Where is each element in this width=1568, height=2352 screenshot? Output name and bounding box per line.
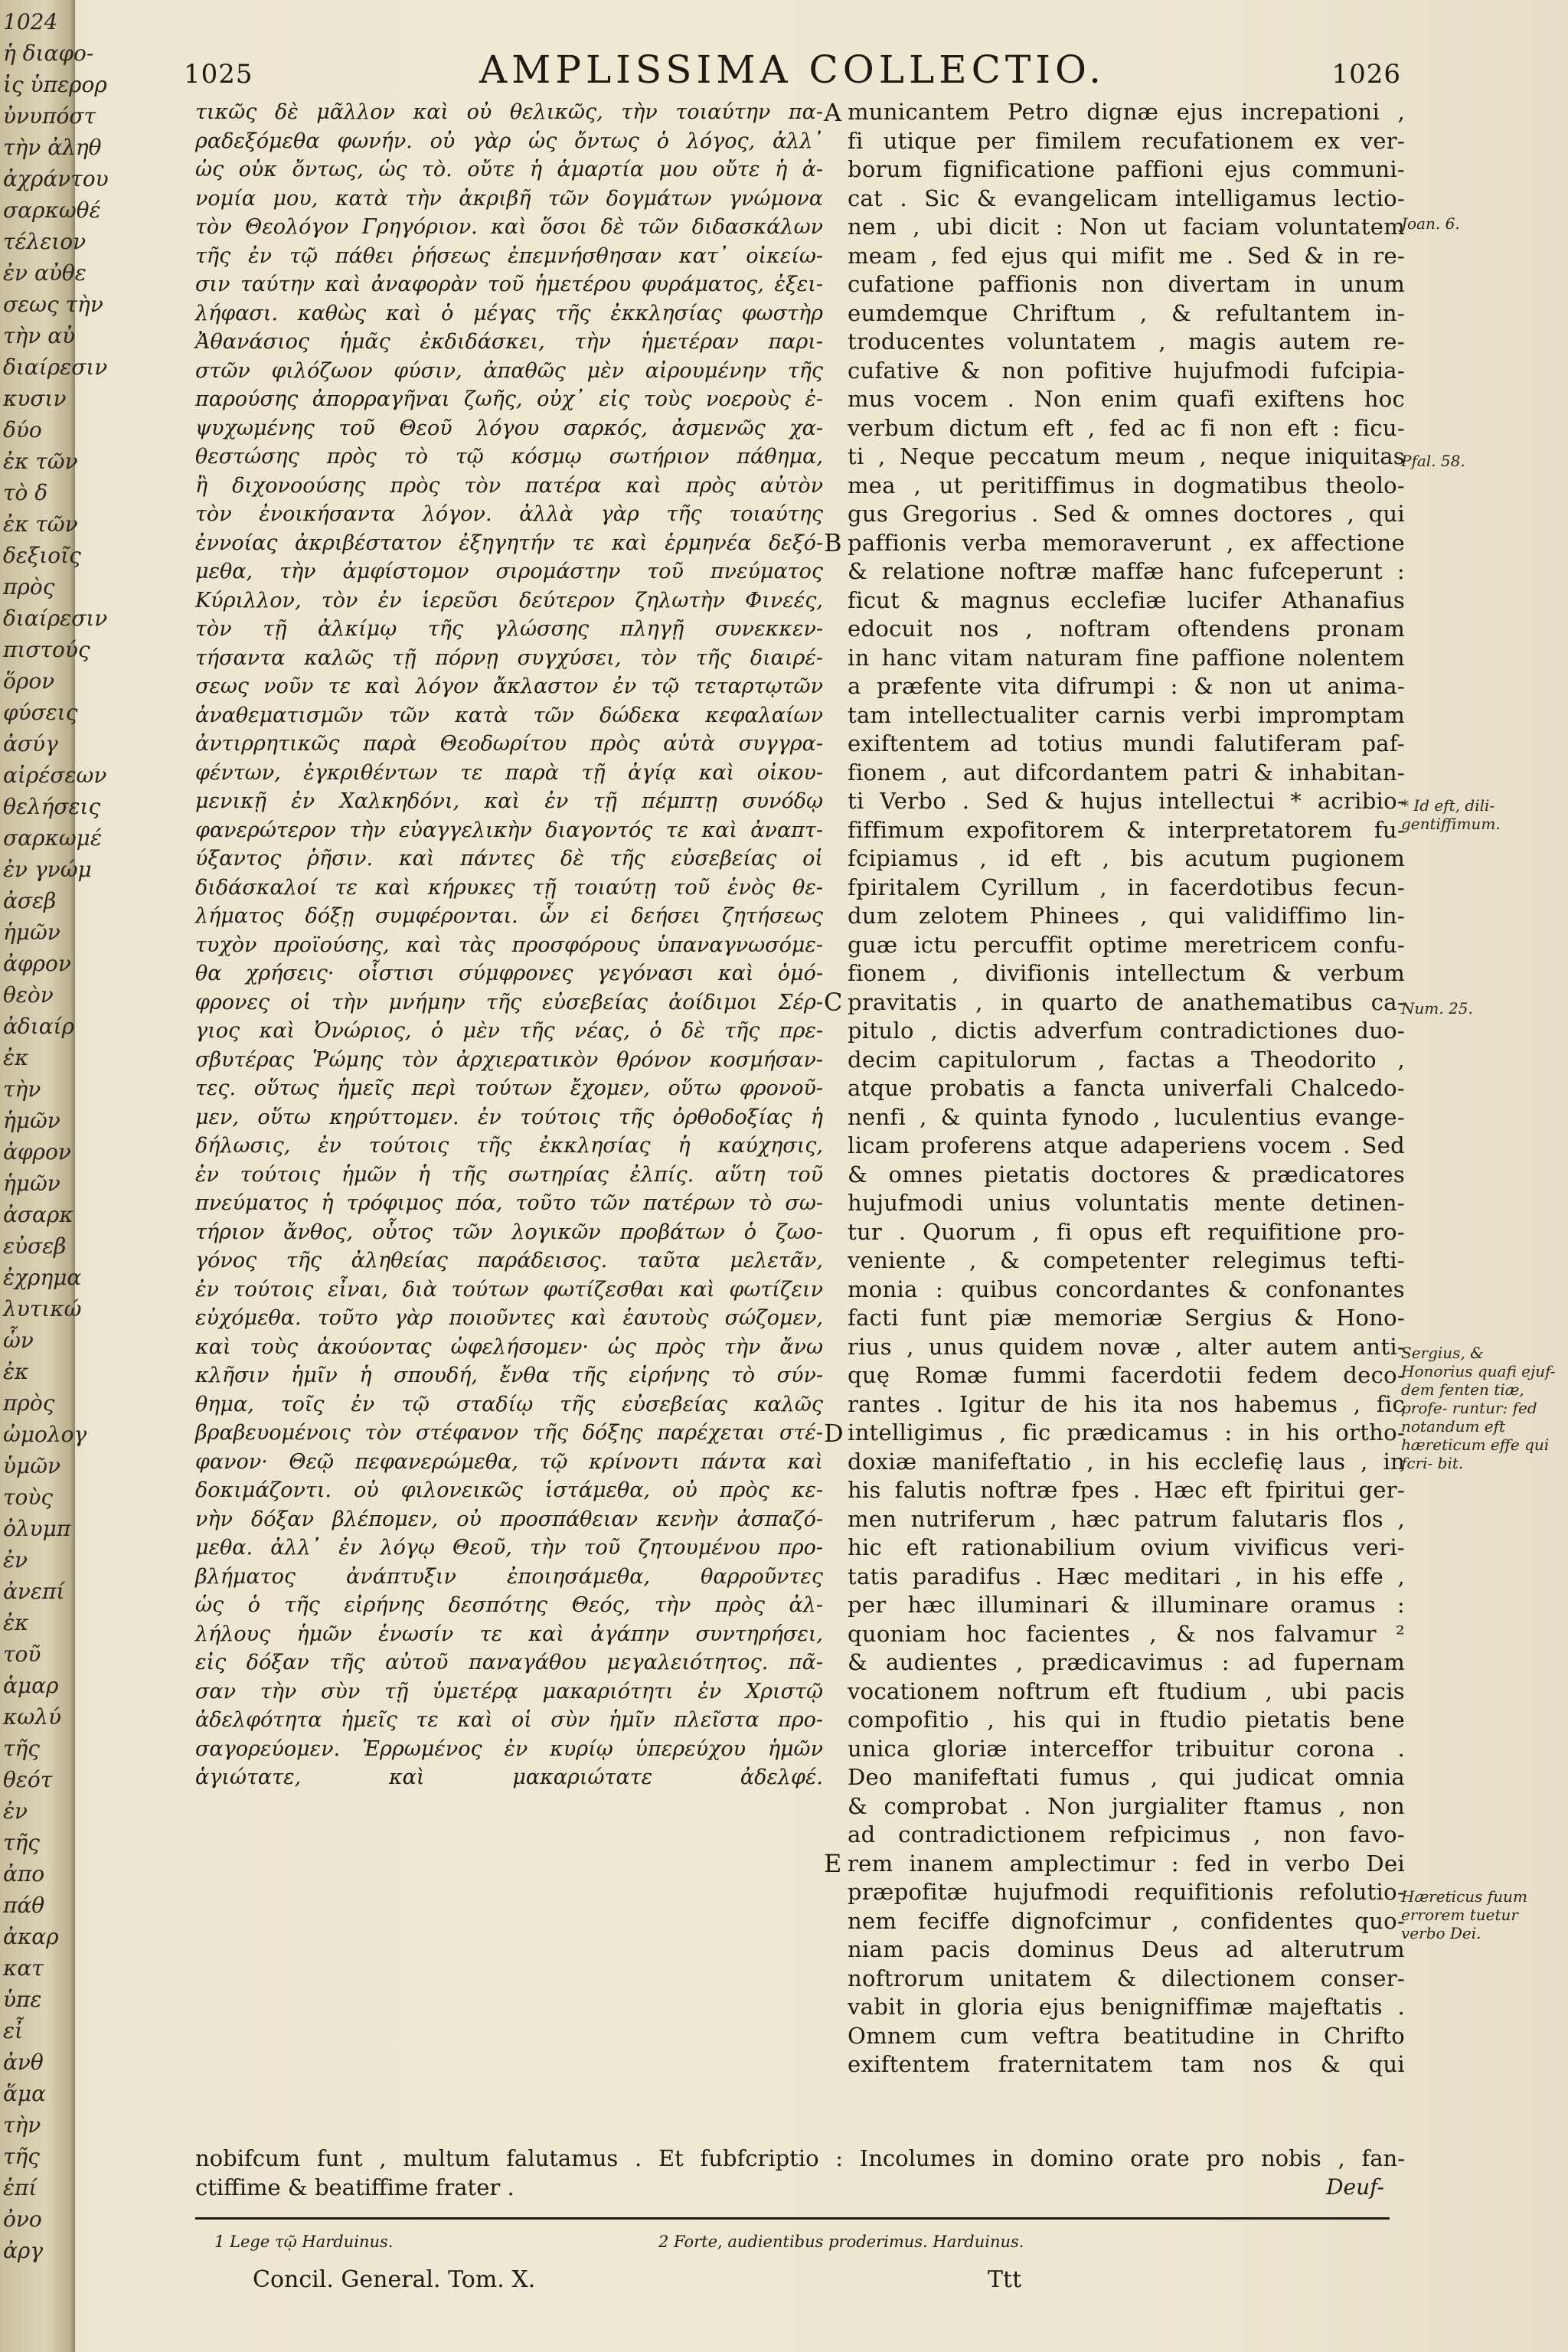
gutter-text-fragment: τῆς	[3, 1830, 40, 1855]
latin-text-line: fiffimum expofitorem & interpretatorem fu-	[848, 816, 1405, 843]
latin-text-line: rius , unus quidem novæ , alter autem anti-	[848, 1333, 1405, 1360]
gutter-text-fragment: ἰς ὑπερορ	[3, 72, 107, 97]
latin-text-line: nem , ubi dicit : Non ut faciam voluntatem	[848, 214, 1405, 240]
gutter-text-fragment: πάθ	[3, 1893, 45, 1918]
gutter-text-fragment: ὑμῶν	[3, 1453, 61, 1478]
gutter-text-fragment: ἐκ τῶν	[3, 449, 78, 474]
greek-text-line: τὸν ἐνοικήσαντα λόγον. ἀλλὰ γὰρ τῆς τοιαύτης	[195, 502, 823, 526]
footnote-rule	[195, 2217, 1390, 2220]
greek-text-line: φρονες οἱ τὴν μνήμην τῆς εὐσεβείας ἀοίδιμοι Σέρ-	[195, 990, 823, 1014]
gutter-text-fragment: τὴν	[3, 1076, 41, 1102]
greek-text-line: τήριον ἄνθος, οὗτος τῶν λογικῶν προβάτων ὁ ζωο-	[195, 1220, 823, 1244]
gutter-text-fragment: δύο	[3, 417, 42, 443]
gutter-text-fragment: τὸ δ	[3, 480, 48, 505]
greek-text-line: ἐννοίας ἀκριβέστατον ἐξηγητήν τε καὶ ἑρμηνέα δεξό-	[195, 531, 823, 555]
greek-text-line: Κύριλλον, τὸν ἐν ἱερεῦσι δεύτερον ζηλωτὴν Φινεές,	[195, 588, 823, 612]
greek-text-line: δήλωσις, ἐν τούτοις τῆς ἐκκλησίας ἡ καύχησις,	[195, 1134, 823, 1158]
greek-text-line: καὶ τοὺς ἀκούοντας ὠφελήσομεν· ὡς πρὸς τὴν ἄνω	[195, 1334, 823, 1359]
latin-text-line: municantem Petro dignæ ejus increpationi ,	[848, 99, 1405, 125]
latin-text-line: decim capitulorum , factas a Theodorito ,	[848, 1046, 1405, 1073]
greek-text-line: μεν, οὕτω κηρύττομεν. ἐν τούτοις τῆς ὀρθοδοξίας ἡ	[195, 1105, 823, 1129]
greek-text-line: μεθα. ἀλλ᾽ ἐν λόγῳ Θεοῦ, τὴν τοῦ ζητουμένου προ-	[195, 1536, 823, 1560]
margin-note-num: Num. 25.	[1401, 999, 1473, 1018]
latin-text-line: quoniam hoc facientes , & nos falvamur ²	[848, 1620, 1405, 1647]
greek-text-line: πνεύματος ἡ τρόφιμος πόα, τοῦτο τῶν πατέρων τὸ σω-	[195, 1191, 823, 1215]
greek-text-line: νὴν δόξαν βλέπομεν, οὐ προσπάθειαν κενὴν ἀσπαζό-	[195, 1507, 823, 1531]
greek-text-line: γιος καὶ Ὀνώριος, ὁ μὲν τῆς νέας, ὁ δὲ τῆς πρε-	[195, 1019, 823, 1043]
latin-text-line: cufatione paffionis non divertam in unum	[848, 271, 1405, 297]
gutter-text-fragment: ὑπε	[3, 1987, 42, 2012]
greek-text-line: ψυχωμένης τοῦ Θεοῦ λόγου σαρκός, ἀσμενῶς χα-	[195, 416, 823, 440]
gutter-text-fragment: τέλειον	[3, 229, 87, 254]
greek-text-line: ἀντιρρητικῶς παρὰ Θεοδωρίτου πρὸς αὐτὰ συγγρα-	[195, 732, 823, 756]
gathering-signature: Ttt	[988, 2266, 1022, 2293]
latin-text-line: ad contradictionem refpicimus , non favo-	[848, 1821, 1405, 1847]
latin-text-line: tatis paradifus . Hæc meditari , in his effe ,	[848, 1563, 1405, 1589]
latin-text-line: edocuit nos , noftram oftendens pronam	[848, 616, 1405, 642]
section-letter-a: A	[824, 98, 842, 127]
latin-text-line: hic eft rationabilium ovium vivificus veri-	[848, 1534, 1405, 1560]
latin-text-line: pitulo , dictis adverfum contradictiones duo-	[848, 1018, 1405, 1044]
gutter-text-fragment: θεότ	[3, 1767, 53, 1792]
section-letter-e: E	[824, 1849, 842, 1878]
latin-text-line: licam proferens atque adaperiens vocem . Sed	[848, 1132, 1405, 1158]
greek-text-line: μενικῇ ἐν Χαλκηδόνι, καὶ ἐν τῇ πέμπτῃ συνόδῳ	[195, 789, 823, 813]
gutter-text-fragment: κυσιν	[3, 386, 67, 411]
greek-text-column	[195, 98, 823, 1792]
greek-text-line: ὡς οὐκ ὄντως, ὡς τὸ. οὔτε ἡ ἁμαρτία μου οὔτε ἡ ἀ-	[195, 158, 823, 181]
greek-text-line: διδάσκαλοί τε καὶ κήρυκες τῇ τοιαύτῃ τοῦ ἑνὸς θε-	[195, 875, 823, 900]
greek-text-line: λήφασι. καθὼς καὶ ὁ μέγας τῆς ἐκκλησίας φωστὴρ	[195, 301, 823, 325]
gutter-text-fragment: σεως τὴν	[3, 292, 103, 317]
latin-text-line: cufative & non pofitive hujufmodi fufcipia-	[848, 357, 1405, 384]
latin-text-line: niam pacis dominus Deus ad alterutrum	[848, 1936, 1405, 1962]
gutter-text-fragment: τῆς	[3, 2144, 40, 2169]
greek-text-line: στῶν φιλόζωον φύσιν, ἀπαθῶς μὲν αἰρουμένην τῆς	[195, 358, 823, 383]
page-number-left: 1025	[184, 59, 253, 90]
greek-text-line: βλήματος ἀνάπτυξιν ἐποιησάμεθα, θαρροῦντες	[195, 1564, 823, 1589]
latin-text-line: fionem , aut difcordantem patri & inhabitan-	[848, 759, 1405, 786]
gutter-text-fragment: διαίρεσιν	[3, 354, 108, 380]
gutter-text-fragment: κατ	[3, 1955, 44, 1981]
latin-text-line: rantes . Igitur de his ita nos habemus , fic	[848, 1390, 1405, 1417]
greek-text-line: σαν τὴν σὺν τῇ ὑμετέρᾳ μακαριότητι ἐν Χριστῷ	[195, 1679, 823, 1704]
greek-text-line: τῆς ἐν τῷ πάθει ῥήσεως ἐπεμνήσθησαν κατ᾽ οἰκείω-	[195, 243, 823, 268]
gutter-text-fragment: ἀσεβ	[3, 888, 57, 913]
latin-text-line: intelligimus , fic prædicamus : in his ortho-	[848, 1419, 1405, 1446]
gutter-text-fragment: πιστούς	[3, 637, 90, 662]
greek-text-line: σιν ταύτην καὶ ἀναφορὰν τοῦ ἡμετέρου φυράματος, ἐξει-	[195, 273, 823, 296]
margin-note-haereticus: Hæreticus fuum errorem tuetur verbo Dei.	[1401, 1887, 1527, 1942]
margin-note-id-est: * Id eft, dili- gentiffimum.	[1401, 796, 1501, 833]
gutter-text-fragment: θεὸν	[3, 982, 54, 1008]
gutter-text-fragment: τῆς	[3, 1736, 40, 1761]
margin-note-psal: Pfal. 58.	[1401, 452, 1465, 470]
gutter-text-fragment: ἅμα	[3, 2081, 47, 2106]
gutter-text-fragment: δεξιοῖς	[3, 543, 81, 568]
latin-text-line: gus Gregorius . Sed & omnes doctores , qui	[848, 501, 1405, 527]
latin-text-line: quę Romæ fummi facerdotii fedem deco-	[848, 1362, 1405, 1388]
gutter-text-fragment: ἡμῶν	[3, 1171, 60, 1196]
latin-text-line: a præfente vita difrumpi : & non ut anima-	[848, 673, 1405, 699]
gutter-text-fragment: ὀλυμπ	[3, 1516, 71, 1541]
latin-text-line: atque probatis a fancta univerfali Chalcedo-	[848, 1075, 1405, 1101]
latin-text-line: mus vocem . Non enim quafi exiftens hoc	[848, 386, 1405, 412]
latin-text-line: troducentes voluntatem , magis autem re-	[848, 328, 1405, 354]
gutter-text-fragment: ἁμαρ	[3, 1673, 59, 1698]
margin-note-joan: Joan. 6.	[1401, 214, 1460, 233]
latin-text-line: Deo manifeftati fumus , qui judicat omnia	[848, 1764, 1405, 1790]
gutter-text-fragment: κωλύ	[3, 1704, 61, 1730]
latin-text-line: ficut & magnus ecclefiæ lucifer Athanafius	[848, 586, 1405, 613]
latin-text-line: fpiritalem Cyrillum , in facerdotibus fecun-	[848, 874, 1405, 900]
greek-text-line: σαγορεύομεν. Ἐρρωμένος ἐν κυρίῳ ὑπερεύχου ἡμῶν	[195, 1736, 823, 1761]
latin-text-line: & comprobat . Non jurgialiter ftamus , non	[848, 1792, 1405, 1819]
latin-text-line: verbum dictum eft , fed ac fi non eft : ficu-	[848, 414, 1405, 441]
gutter-text-fragment: ἐκ	[3, 1359, 29, 1384]
closing-line-2: ctiffime & beatiffime frater .	[195, 2174, 514, 2200]
gutter-text-fragment: διαίρεσιν	[3, 606, 108, 631]
gutter-text-fragment: ὀνο	[3, 2207, 42, 2232]
gutter-text-fragment: τὴν ἀληθ	[3, 135, 102, 160]
gutter-text-fragment: πρὸς	[3, 1390, 55, 1416]
latin-text-line: & audientes , prædicavimus : ad fupernam	[848, 1649, 1405, 1675]
greek-text-line: ἁγιώτατε, καὶ μακαριώτατε ἀδελφέ.	[195, 1766, 823, 1789]
gutter-text-fragment: φύσεις	[3, 700, 78, 725]
latin-text-line: fi utique per fimilem recufationem ex ver-	[848, 127, 1405, 154]
latin-text-line: mea , ut peritiffimus in dogmatibus theolo-	[848, 472, 1405, 498]
gutter-text-fragment: τὴν αὐ	[3, 323, 76, 348]
greek-text-line: εἰς δόξαν τῆς αὐτοῦ παναγάθου μεγαλειότητος. πᾶ-	[195, 1651, 823, 1674]
greek-text-line: θα χρήσεις· οἷστισι σύμφρονες γεγόνασι καὶ ὁμό-	[195, 962, 823, 985]
greek-text-line: τυχὸν προϊούσης, καὶ τὰς προσφόρους ὑπαναγνωσόμε-	[195, 933, 823, 957]
gutter-text-fragment: ἡμῶν	[3, 920, 60, 945]
greek-text-line: τὸν τῇ ἀλκίμῳ τῆς γλώσσης πληγῇ συνεκκεν-	[195, 617, 823, 641]
gutter-text-fragment: τοὺς	[3, 1485, 54, 1510]
running-header	[184, 47, 1401, 93]
gutter-text-fragment: πρὸς	[3, 574, 55, 599]
latin-text-line: his falutis noftræ fpes . Hæc eft fpiritui ger-	[848, 1477, 1405, 1503]
latin-text-line: unica gloriæ interceffor tribuitur corona .	[848, 1735, 1405, 1762]
gutter-text-fragment: ἐν αὐθε	[3, 260, 87, 286]
latin-text-line: vabit in gloria ejus benigniffimæ majeftatis .	[848, 1994, 1405, 2020]
gutter-text-fragment: τὴν	[3, 2112, 41, 2138]
latin-text-line: exiftentem ad totius mundi falutiferam paf-	[848, 730, 1405, 756]
catchword: Deuf-	[1326, 2174, 1384, 2200]
facing-page-gutter	[0, 0, 109, 2352]
greek-text-line: ύξαντος ῥῆσιν. καὶ πάντες δὲ τῆς εὐσεβείας οἱ	[195, 847, 823, 871]
page-title: AMPLISSIMA COLLECTIO.	[479, 47, 1106, 92]
volume-signature: Concil. General. Tom. X.	[253, 2266, 536, 2293]
greek-text-line: ἀναθεματισμῶν τῶν κατὰ τῶν δώδεκα κεφαλαίων	[195, 703, 823, 727]
gutter-text-fragment: ἀσαρκ	[3, 1202, 74, 1227]
greek-text-line: ραδεξόμεθα φωνήν. οὐ γὰρ ὡς ὄντως ὁ λόγος, ἀλλ᾽	[195, 129, 823, 153]
gutter-text-fragment: ἀκαρ	[3, 1924, 59, 1949]
gutter-text-fragment: ἡ διαφο-	[3, 41, 94, 66]
margin-note-sergius: Sergius, & Honorius quafi ejuf- dem fenten tiæ, profe- runtur: fed notandum eft hæreticum effe qui fcri- bit.	[1401, 1344, 1556, 1472]
latin-text-line: noftrorum unitatem & dilectionem conser-	[848, 1965, 1405, 1991]
greek-text-line: σεως νοῦν τε καὶ λόγον ἄκλαστον ἐν τῷ τεταρτῳτῶν	[195, 675, 823, 698]
section-letter-c: C	[824, 988, 843, 1017]
gutter-text-fragment: ὅρον	[3, 668, 55, 694]
gutter-text-fragment: 1024	[3, 9, 58, 34]
greek-text-line: φέντων, ἐγκριθέντων τε παρὰ τῇ ἁγίᾳ καὶ οἰκου-	[195, 760, 823, 785]
greek-text-line: ἐν τούτοις ἡμῶν ἡ τῆς σωτηρίας ἐλπίς. αὕτη τοῦ	[195, 1162, 823, 1187]
latin-text-line: per hæc illuminari & illuminare oramus :	[848, 1592, 1405, 1618]
closing-lines	[195, 2144, 1405, 2202]
gutter-text-fragment: θελήσεις	[3, 794, 101, 819]
closing-line-1: nobifcum funt , multum falutamus . Et fubfcriptio : Incolumes in domino orate pro nobis , fan-	[195, 2145, 1405, 2171]
latin-text-line: tur . Quorum , fi opus eft requifitione pro-	[848, 1218, 1405, 1245]
greek-text-line: λήματος δόξῃ συμφέρονται. ὧν εἰ δεήσει ζητήσεως	[195, 904, 823, 928]
section-letter-b: B	[824, 528, 842, 557]
latin-text-line: nem feciffe dignofcimur , confidentes quo-	[848, 1907, 1405, 1934]
latin-text-line: rem inanem amplectimur : fed in verbo Dei	[848, 1850, 1405, 1877]
gutter-text-fragment: ὐνυπόστ	[3, 103, 96, 129]
latin-text-line: Omnem cum veftra beatitudine in Chrifto	[848, 2022, 1405, 2049]
latin-text-line: in hanc vitam naturam fine paffione nolentem	[848, 644, 1405, 671]
latin-text-line: pravitatis , in quarto de anathematibus ca-	[848, 988, 1405, 1015]
gutter-text-fragment: ἀργ	[3, 2238, 44, 2263]
greek-text-line: θεστώσης πρὸς τὸ τῷ κόσμῳ σωτήριον πάθημα,	[195, 445, 823, 469]
greek-text-line: τικῶς δὲ μᾶλλον καὶ οὐ θελικῶς, τὴν τοιαύτην πα-	[195, 100, 823, 124]
gutter-text-fragment: ἀχράντου	[3, 166, 109, 191]
latin-text-line: guæ ictu percuffit optime meretricem confu-	[848, 931, 1405, 958]
gutter-text-fragment: ὧν	[3, 1328, 34, 1353]
latin-text-line: cat . Sic & evangelicam intelligamus lectio-	[848, 185, 1405, 211]
gutter-text-fragment: ἐν	[3, 1547, 28, 1573]
latin-text-line: ti , Neque peccatum meum , neque iniquitas	[848, 443, 1405, 469]
greek-text-line: νομία μου, κατὰ τὴν ἀκριβῆ τῶν δογμάτων γνώμονα	[195, 186, 823, 211]
latin-text-line: eumdemque Chriftum , & refultantem in-	[848, 299, 1405, 326]
gutter-text-fragment: ἐπί	[3, 2175, 38, 2200]
latin-text-line: & omnes pietatis doctores & prædicatores	[848, 1161, 1405, 1187]
gutter-text-fragment: ἐκ	[3, 1610, 29, 1635]
greek-text-line: παρούσης ἀπορραγῆναι ζωῆς, οὐχ᾽ εἰς τοὺς νοεροὺς ἐ-	[195, 387, 823, 411]
greek-text-line: κλῆσιν ἡμῖν ἡ σπουδή, ἔνθα τῆς εἰρήνης τὸ σύν-	[195, 1364, 823, 1387]
greek-text-line: δοκιμάζοντι. οὐ φιλονεικῶς ἱστάμεθα, οὐ πρὸς κε-	[195, 1478, 823, 1502]
gutter-text-fragment: λυτικώ	[3, 1296, 82, 1321]
latin-text-line: veniente , & competenter relegimus tefti-	[848, 1247, 1405, 1273]
latin-text-line: compofitio , his qui in ftudio pietatis bene	[848, 1707, 1405, 1733]
latin-text-line: borum fignificatione paffioni ejus communi-	[848, 156, 1405, 182]
greek-text-line: λήλους ἡμῶν ἑνωσίν τε καὶ ἀγάπην συντηρήσει,	[195, 1622, 823, 1646]
gutter-text-fragment: ἀπο	[3, 1861, 45, 1886]
gutter-text-fragment: ἐχρημα	[3, 1265, 82, 1290]
gutter-text-fragment: αἰρέσεων	[3, 763, 107, 788]
gutter-text-fragment: ἀσύγ	[3, 731, 58, 756]
latin-text-column	[848, 98, 1405, 2079]
footnote-2: 2 Forte, audientibus proderimus. Harduinus.	[658, 2233, 1024, 2251]
gutter-text-fragment: ἡμῶν	[3, 1108, 60, 1133]
greek-text-line: τήσαντα καλῶς τῇ πόρνῃ συγχύσει, τὸν τῆς διαιρέ-	[195, 645, 823, 670]
latin-text-line: nenfi , & quinta fynodo , luculentius evange-	[848, 1103, 1405, 1130]
gutter-text-fragment: ἀφρον	[3, 951, 71, 976]
section-letter-d: D	[824, 1419, 844, 1448]
greek-text-line: εὐχόμεθα. τοῦτο γὰρ ποιοῦντες καὶ ἑαυτοὺς σώζομεν,	[195, 1306, 823, 1330]
gutter-text-fragment: ἐν	[3, 1798, 28, 1824]
latin-text-line: vocationem noftrum eft ftudium , ubi pacis	[848, 1677, 1405, 1704]
gutter-text-fragment: εἶ	[3, 2018, 24, 2043]
gutter-text-fragment: ἀφρον	[3, 1139, 71, 1165]
greek-text-line: ἐν τούτοις εἶναι, διὰ τούτων φωτίζεσθαι καὶ φωτίζειν	[195, 1277, 823, 1302]
footnote-1: 1 Lege τῷ Harduinus.	[214, 2233, 394, 2251]
latin-text-line: fionem , divifionis intellectum & verbum	[848, 960, 1405, 986]
latin-text-line: facti funt piæ memoriæ Sergius & Hono-	[848, 1305, 1405, 1331]
gutter-text-fragment: σαρκωθέ	[3, 198, 101, 223]
greek-text-line: γόνος τῆς ἀληθείας παράδεισος. ταῦτα μελετᾶν,	[195, 1249, 823, 1272]
gutter-text-fragment: ἀνεπί	[3, 1579, 65, 1604]
page-number-right: 1026	[1331, 59, 1401, 90]
latin-text-line: & relatione noftræ maffæ hanc fufceperunt :	[848, 558, 1405, 584]
latin-text-line: præpofitæ hujufmodi requifitionis refolutio-	[848, 1879, 1405, 1905]
gutter-text-fragment: ἀνθ	[3, 2050, 44, 2075]
greek-text-line: ἀδελφότητα ἡμεῖς τε καὶ οἱ σὺν ἡμῖν πλεῖστα προ-	[195, 1708, 823, 1732]
greek-text-line: τὸν Θεολόγον Γρηγόριον. καὶ ὅσοι δὲ τῶν διδασκάλων	[195, 215, 823, 239]
greek-text-line: φανερώτερον τὴν εὐαγγελικὴν διαγοντός τε καὶ ἀναπτ-	[195, 818, 823, 842]
latin-text-line: fcipiamus , id eft , bis acutum pugionem	[848, 845, 1405, 871]
greek-text-line: ὡς ὁ τῆς εἰρήνης δεσπότης Θεός, τὴν πρὸς ἀλ-	[195, 1593, 823, 1617]
latin-text-line: monia : quibus concordantes & confonantes	[848, 1276, 1405, 1302]
greek-text-line: μεθα, τὴν ἀμφίστομον σιρομάστην τοῦ πνεύματος	[195, 560, 823, 583]
gutter-text-fragment: τοῦ	[3, 1642, 41, 1667]
latin-text-line: ti Verbo . Sed & hujus intellectui * acribio-	[848, 788, 1405, 814]
greek-text-line: βραβευομένοις τὸν στέφανον τῆς δόξης παρέχεται στέ-	[195, 1421, 823, 1445]
latin-text-line: paffionis verba memoraverunt , ex affectione	[848, 529, 1405, 556]
latin-text-line: dum zelotem Phinees , qui validiffimo lin-	[848, 903, 1405, 929]
latin-text-line: hujufmodi unius voluntatis mente detinen-	[848, 1190, 1405, 1216]
latin-text-line: doxiæ manifeftatio , in his ecclefię laus , in	[848, 1448, 1405, 1475]
latin-text-line: meam , fed ejus qui mifit me . Sed & in re-	[848, 242, 1405, 269]
greek-text-line: τες. οὕτως ἡμεῖς περὶ τούτων ἔχομεν, οὕτω φρονοῦ-	[195, 1076, 823, 1100]
gutter-text-fragment: ἀδιαίρ	[3, 1014, 75, 1039]
latin-text-line: exiftentem fraternitatem tam nos & qui	[848, 2051, 1405, 2077]
gutter-text-fragment: ἐν γνώμ	[3, 857, 92, 882]
gutter-text-fragment: ἐκ	[3, 1045, 29, 1070]
gutter-text-fragment: εὐσεβ	[3, 1233, 67, 1259]
latin-text-line: tam intellectualiter carnis verbi impromptam	[848, 701, 1405, 728]
gutter-text-fragment: ὠμολογ	[3, 1422, 87, 1447]
gutter-text-fragment: ἐκ τῶν	[3, 511, 78, 537]
greek-text-line: Ἀθανάσιος ἡμᾶς ἐκδιδάσκει, τὴν ἡμετέραν παρι-	[195, 330, 823, 354]
greek-text-line: θημα, τοῖς ἐν τῷ σταδίῳ τῆς εὐσεβείας καλῶς	[195, 1392, 823, 1416]
greek-text-line: σβυτέρας Ῥώμης τὸν ἀρχιερατικὸν θρόνον κοσμήσαν-	[195, 1047, 823, 1072]
greek-text-line: φανον· Θεῷ πεφανερώμεθα, τῷ κρίνοντι πάντα καὶ	[195, 1449, 823, 1474]
latin-text-line: men nutriferum , hæc patrum falutaris flos ,	[848, 1505, 1405, 1532]
greek-text-line: ἢ διχονοούσης πρὸς τὸν πατέρα καὶ πρὸς αὐτὸν	[195, 473, 823, 498]
gutter-text-fragment: σαρκωμέ	[3, 825, 102, 851]
